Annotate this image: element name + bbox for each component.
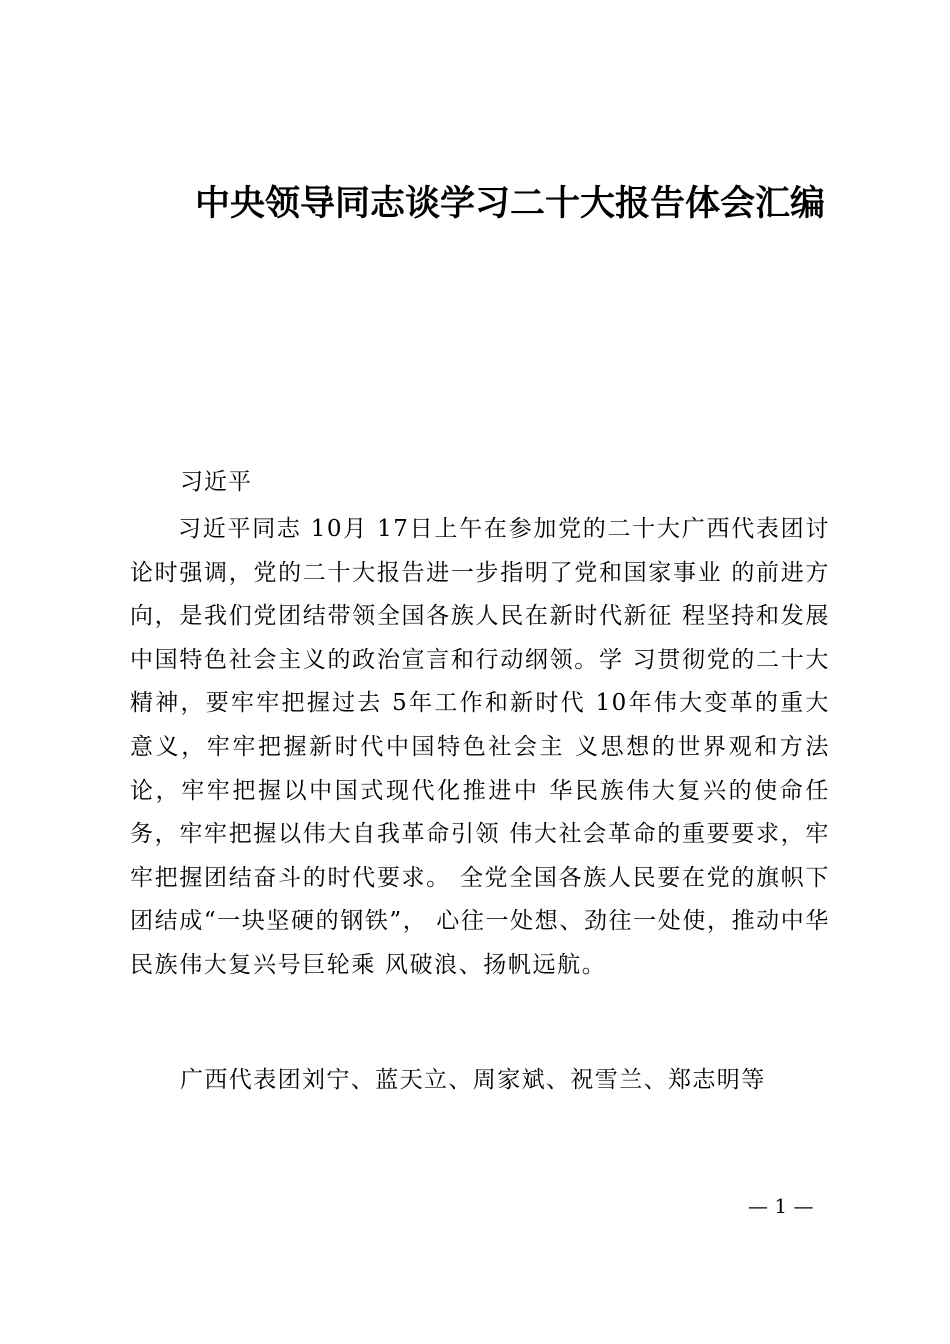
attribution-line: 广西代表团刘宁、蓝天立、周家斌、祝雪兰、郑志明等 (180, 1067, 766, 1093)
body-paragraph: 习近平同志 10月 17日上午在参加党的二十大广西代表团讨论时强调，党的二十大报告进一步指明了党和国家事业 的前进方向，是我们党团结带领全国各族人民在新时代新征 程坚持和发展中国特色社会主义的政治宣言和行动纲领。学 习贯彻党的二十大精神，要牢牢把握过去 5年工作和新时代 10年伟大变革的重大意义，牢牢把握新时代中国特色社会主 义思想的世界观和方法论，牢牢把握以中国式现代化推进中 华民族伟大复兴的使命任务，牢牢把握以伟大自我革命引领 伟大社会革命的重要要求，牢牢把握团结奋斗的时代要求。 全党全国各族人民要在党的旗帜下团结成“一块坚硬的钢铁”， 心往一处想、劲往一处使，推动中华民族伟大复兴号巨轮乘 风破浪、扬帆远航。 (130, 516, 830, 978)
author-name: 习近平 (180, 469, 252, 495)
document-title: 中央领导同志谈学习二十大报告体会汇编 (194, 183, 825, 224)
page-number: — 1 — (748, 1194, 814, 1218)
